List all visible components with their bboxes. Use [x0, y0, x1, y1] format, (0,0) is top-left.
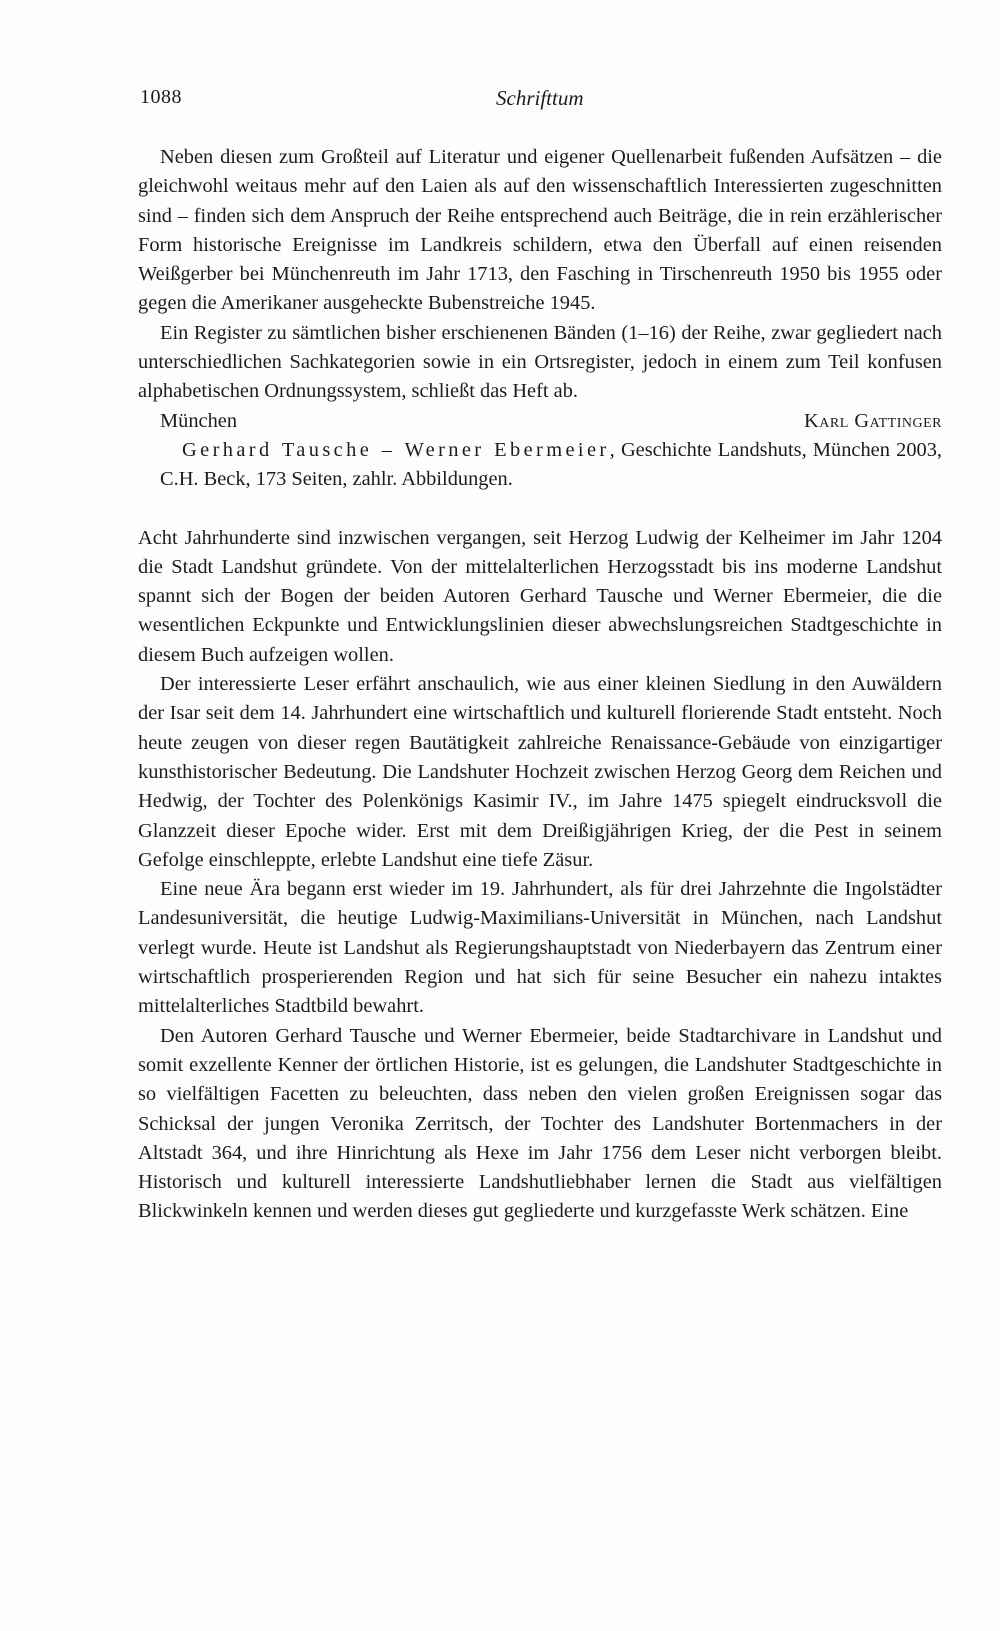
running-head — [140, 86, 940, 116]
prev-review-paragraph-2: Ein Register zu sämtlichen bisher erschienenen Bänden (1–16) der Reihe, zwar gegliedert nach unterschiedlichen Sachkategorien sowie in ein Ortsregister, jedoch in einem zum Teil konfusen alphabetischen Ordnungssystem, schließt das Heft ab. — [138, 321, 942, 403]
book-title-details: , Geschichte Landshuts, München 2003, C.H. Beck, 173 Seiten, zahlr. Abbildungen. — [160, 438, 943, 491]
page-body — [138, 143, 942, 1227]
reviewer-name: Karl Gattinger — [804, 409, 942, 432]
review-paragraph-1: Acht Jahrhunderte sind inzwischen vergangen, seit Herzog Ludwig der Kelheimer im Jahr 1204 die Stadt Landshut gründete. Von der mittelalterlichen Herzogsstadt bis ins moderne Landshut spannt sich der Bogen der beiden Autoren Gerhard Tausche und Werner Ebermeier, die die wesentlichen Eckpunkte und Entwicklungslinien dieser abwechslungsreichen Stadtgeschichte in diesem Buch aufzeigen wollen. — [138, 526, 942, 666]
book-citation — [138, 436, 942, 495]
review-paragraph-4: Den Autoren Gerhard Tausche und Werner Ebermeier, beide Stadtarchivare in Landshut und somit exzellente Kenner der örtlichen Historie, ist es gelungen, die Landshuter Stadtgeschichte in so vielfältigen Facetten zu beleuchten, dass neben den vielen großen Ereignissen sogar das Schicksal der jungen Veronika Zerritsch, der Tochter des Landshuter Bortenmachers in der Altstadt 364, und ihre Hinrichtung als Hexe im Jahr 1756 dem Leser nicht verborgen bleibt. Historisch und kulturell interessierte Landshutliebhaber lernen die Stadt aus vielfältigen Blickwinkeln kennen und werden dieses gut gegliederte und kurzgefasste Werk schätzen. Eine — [138, 1024, 942, 1223]
signature-place: München — [160, 409, 238, 432]
book-authors: Gerhard Tausche – Werner Ebermeier — [182, 438, 610, 461]
prev-review-paragraph-1: Neben diesen zum Großteil auf Literatur und eigener Quellenarbeit fußenden Aufsätzen – die gleichwohl weitaus mehr auf den Laien als auf den wissenschaftlich Interessierten zugeschnitten sind – finden sich dem Anspruch der Reihe entsprechend auch Beiträge, die in rein erzählerischer Form historische Ereignisse im Landkreis schildern, etwa den Überfall auf einen reisenden Weißgerber bei Münchenreuth im Jahr 1713, den Fasching in Tirschenreuth 1950 bis 1955 oder gegen die Amerikaner ausgeheckte Bubenstreiche 1945. — [138, 146, 942, 315]
review-paragraph-2: Der interessierte Leser erfährt anschaulich, wie aus einer kleinen Siedlung in den Auwäldern der Isar seit dem 14. Jahrhundert eine wirtschaftlich und kulturell florierende Stadt entsteht. Noch heute zeugen von dieser regen Bautätigkeit zahlreiche Renaissance-Gebäude von einzigartiger kunsthistorischer Bedeutung. Die Landshuter Hochzeit zwischen Herzog Georg dem Reichen und Hedwig, der Tochter des Polenkönigs Kasimir IV., im Jahre 1475 spiegelt eindrucksvoll die Glanzzeit dieser Epoche wider. Erst mit dem Dreißigjährigen Krieg, der die Pest in seinem Gefolge einschleppte, erlebte Landshut eine tiefe Zäsur. — [138, 673, 942, 871]
reviewer-signature — [138, 407, 942, 436]
review-paragraph-3: Eine neue Ära begann erst wieder im 19. Jahrhundert, als für drei Jahrzehnte die Ingolstädter Landesuniversität, die heutige Ludwig-Maximilians-Universität in München, nach Landshut verlegt wurde. Heute ist Landshut als Regierungshauptstadt von Niederbayern das Zentrum einer wirtschaftlich prosperierenden Region und hat sich für seine Besucher ein nahezu intaktes mittelalterliches Stadtbild bewahrt. — [138, 878, 942, 1018]
running-title: Schrifttum — [496, 86, 584, 110]
page-number: 1088 — [140, 86, 182, 108]
